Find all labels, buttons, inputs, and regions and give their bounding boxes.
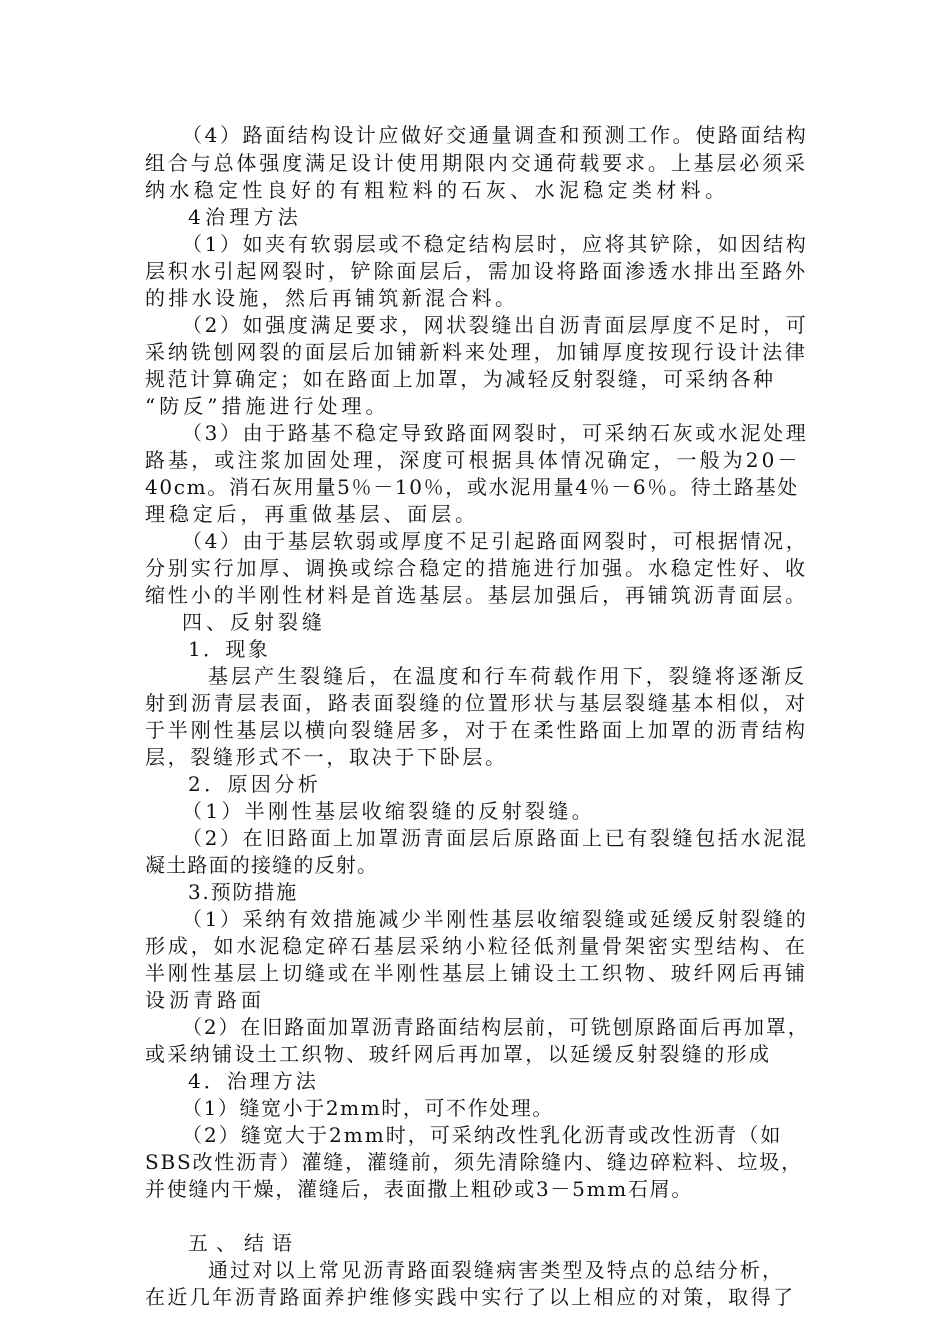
text-line: （4）由于基层软弱或厚度不足引起路面网裂时，可根据情况， bbox=[182, 529, 809, 553]
text-line: （1）缝宽小于2mm时，可不作处理。 bbox=[182, 1096, 554, 1120]
text-line: 或采纳铺设土工织物、玻纤网后再加罩，以延缓反射裂缝的形成 bbox=[145, 1042, 772, 1066]
text-line: 形成，如水泥稳定碎石基层采纳小粒径低剂量骨架密实型结构、在 bbox=[145, 934, 808, 958]
text-line: （2）在旧路面加罩沥青路面结构层前，可铣刨原路面后再加罩， bbox=[182, 1015, 810, 1039]
text-line: （3）由于路基不稳定导致路面网裂时，可采纳石灰或水泥处理 bbox=[182, 421, 809, 445]
text-line: 40cm。消石灰用量5％－10％，或水泥用量4％－6％。待土路基处 bbox=[145, 475, 799, 499]
text-line: （2）如强度满足要求，网状裂缝出自沥青面层厚度不足时，可 bbox=[182, 313, 809, 337]
text-line: （1）半刚性基层收缩裂缝的反射裂缝。 bbox=[182, 799, 596, 823]
text-line: 通过对以上常见沥青路面裂缝病害类型及特点的总结分析， bbox=[208, 1258, 785, 1282]
text-line: 半刚性基层上切缝或在半刚性基层上铺设土工织物、玻纤网后再铺 bbox=[145, 961, 808, 985]
subsection-heading: 3.预防措施 bbox=[188, 880, 298, 904]
section-heading: 四、反射裂缝 bbox=[182, 610, 326, 634]
text-line: 在近几年沥青路面养护维修实践中实行了以上相应的对策，取得了 bbox=[145, 1285, 796, 1309]
text-line: （2）在旧路面上加罩沥青面层后原路面上已有裂缝包括水泥混 bbox=[182, 826, 809, 850]
text-line: 层，裂缝形式不一，取决于下卧层。 bbox=[145, 745, 508, 769]
section-heading: 五、结语 bbox=[188, 1231, 300, 1255]
text-line: SBS改性沥青）灌缝，灌缝前，须先清除缝内、缝边碎粒料、垃圾， bbox=[145, 1150, 803, 1174]
text-line: （1）如夹有软弱层或不稳定结构层时，应将其铲除，如因结构 bbox=[182, 232, 809, 256]
text-line: 并使缝内干燥，灌缝后，表面撒上粗砂或3－5mm石屑。 bbox=[145, 1177, 694, 1201]
text-line: （2）缝宽大于2mm时，可采纳改性乳化沥青或改性沥青（如 bbox=[182, 1123, 783, 1147]
text-line: 纳水稳定性良好的有粗粒料的石灰、水泥稳定类材料。 bbox=[145, 178, 730, 202]
text-line: 分别实行加厚、调换或综合稳定的措施进行加强。水稳定性好、收 bbox=[145, 556, 808, 580]
text-line: 基层产生裂缝后，在温度和行车荷载作用下，裂缝将逐渐反 bbox=[208, 664, 808, 688]
text-line: “防反”措施进行处理。 bbox=[145, 394, 390, 418]
text-line: 凝土路面的接缝的反射。 bbox=[145, 853, 379, 877]
text-line: 设沥青路面 bbox=[145, 988, 265, 1012]
section-heading: 4治理方法 bbox=[188, 205, 302, 229]
subsection-heading: 2．原因分析 bbox=[188, 772, 322, 796]
subsection-heading: 4．治理方法 bbox=[188, 1069, 319, 1093]
text-line: （1）采纳有效措施减少半刚性基层收缩裂缝或延缓反射裂缝的 bbox=[182, 907, 809, 931]
text-line: 采纳铣刨网裂的面层后加铺新料来处理，加铺厚度按现行设计法律 bbox=[145, 340, 808, 364]
text-line: 的排水设施，然后再铺筑新混合料。 bbox=[145, 286, 519, 310]
text-line: 于半刚性基层以横向裂缝居多，对于在柔性路面上加罩的沥青结构 bbox=[145, 718, 808, 742]
text-line: 射到沥青层表面，路表面裂缝的位置形状与基层裂缝基本相似，对 bbox=[145, 691, 808, 715]
text-line: （4）路面结构设计应做好交通量调查和预测工作。使路面结构 bbox=[182, 123, 809, 147]
text-line: 缩性小的半刚性材料是首选基层。基层加强后，再铺筑沥青面层。 bbox=[145, 583, 808, 607]
text-line: 路基，或注浆加固处理，深度可根据具体情况确定，一般为20－ bbox=[145, 448, 801, 472]
text-line: 规范计算确定；如在路面上加罩，为减轻反射裂缝，可采纳各种 bbox=[145, 367, 776, 391]
subsection-heading: 1．现象 bbox=[188, 637, 271, 661]
text-line: 组合与总体强度满足设计使用期限内交通荷载要求。上基层必须采 bbox=[145, 151, 808, 175]
text-line: 理稳定后，再重做基层、面层。 bbox=[145, 502, 479, 526]
text-line: 层积水引起网裂时，铲除面层后，需加设将路面渗透水排出至路外 bbox=[145, 259, 808, 283]
